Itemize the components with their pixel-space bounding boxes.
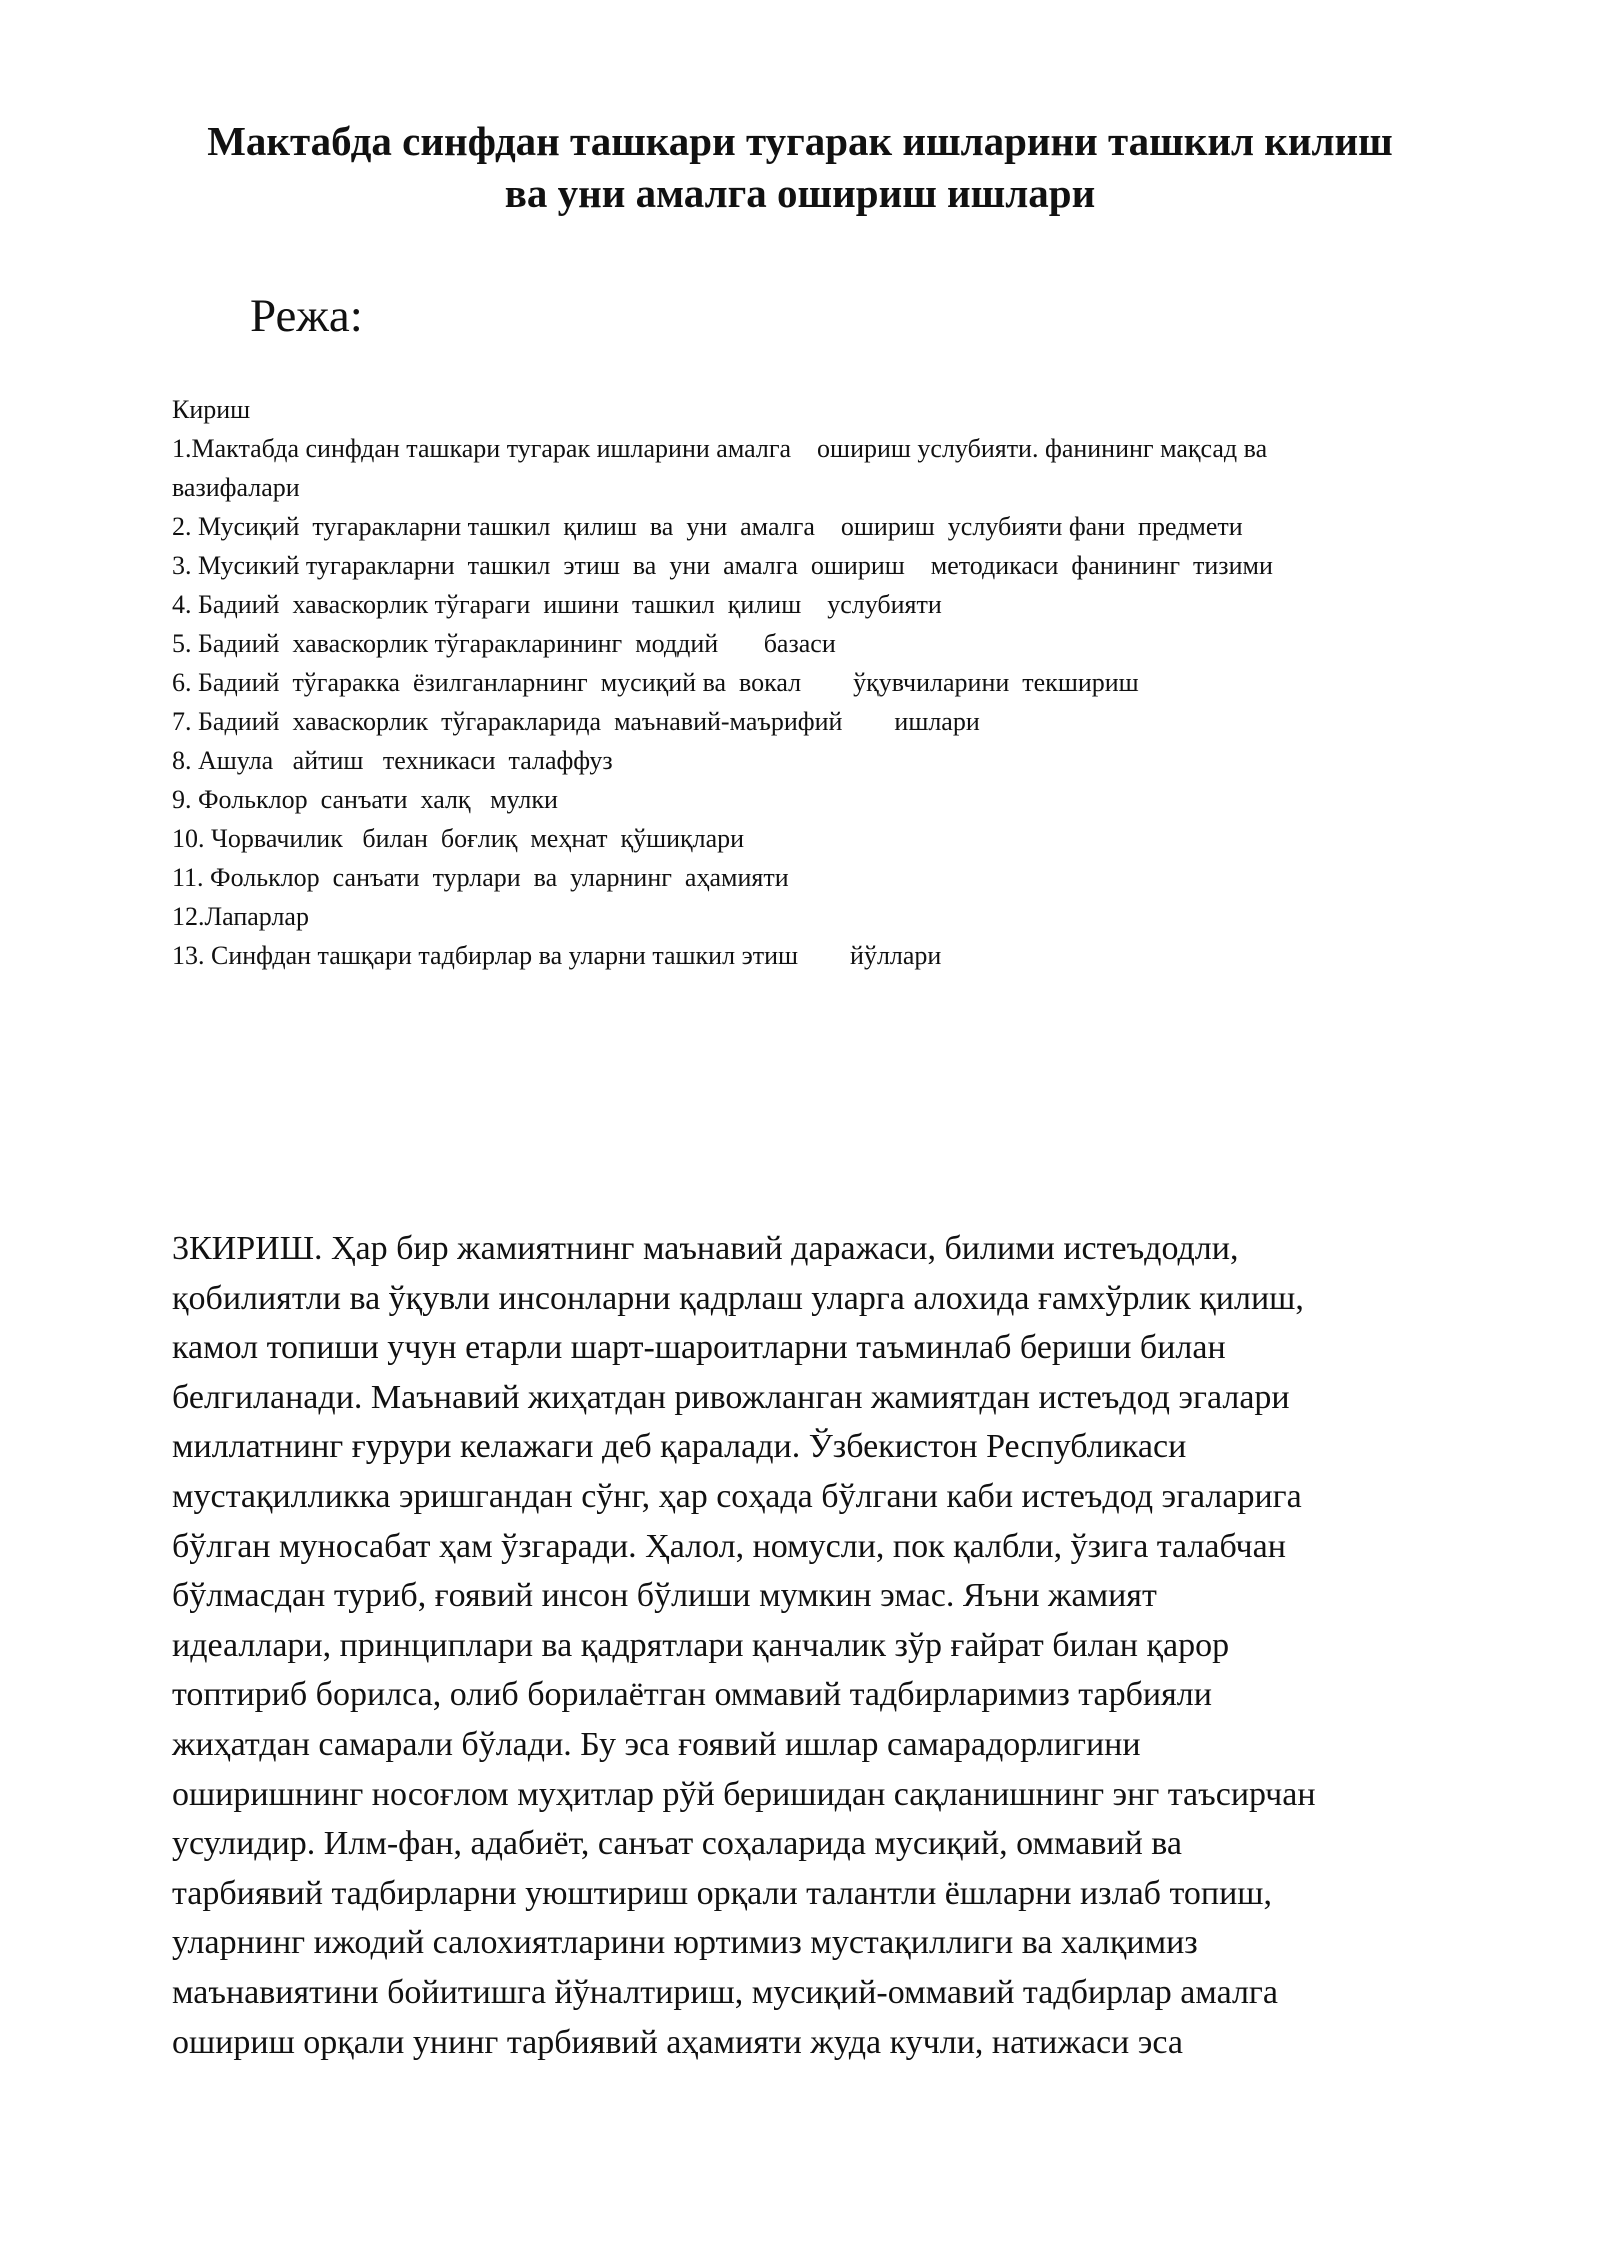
intro-line: маънавиятини бойитишга йўналтириш, мусиқий-оммавий тадбирлар амалга [172,1973,1278,2011]
plan-item: 4. Бадиий хаваскорлик тўгараги ишини ташкил қилиш услубияти [172,590,942,619]
plan-item: 8. Ашула айтиш техникаси талаффуз [172,746,613,775]
plan-item: 12.Лапарлар [172,902,309,931]
plan-item: 3. Мусикий тугаракларни ташкил этиш ва уни амалга ошириш методикаси фанининг тизими [172,551,1273,580]
intro-line: идеаллари, принциплари ва қадрятлари қанчалик зўр ғайрат билан қарор [172,1626,1230,1664]
plan-item: 7. Бадиий хаваскорлик тўгаракларида маънавий-маърифий ишлари [172,707,980,736]
intro-line: топтириб борилса, олиб борилаётган оммавий тадбирларимиз тарбияли [172,1676,1212,1714]
intro-line: миллатнинг ғурури келажаги деб қаралади. Ўзбекистон Республикаси [172,1428,1187,1466]
intro-line: қобилиятли ва ўқувли инсонларни қадрлаш уларга алохида ғамхўрлик қилиш, [172,1279,1304,1317]
plan-heading: Режа: [250,290,363,342]
title-line: Мактабда синфдан ташкари тугарак ишларини ташкил килиш [207,118,1393,164]
document-title [160,115,1440,219]
intro-line: бўлмасдан туриб, ғоявий инсон бўлиши мумкин эмас. Яъни жамият [172,1577,1157,1615]
plan-item: 2. Мусиқий тугаракларни ташкил қилиш ва уни амалга ошириш услубияти фани предмети [172,512,1243,541]
plan-item: 1.Мактабда синфдан ташкари тугарак ишларини амалга ошириш услубияти. фанининг мақсад ва [172,434,1268,463]
intro-line: жиҳатдан самарали бўлади. Бу эса ғоявий ишлар самарадорлигини [172,1725,1141,1763]
intro-line: бўлган муносабат ҳам ўзгаради. Ҳалол, номусли, пок қалбли, ўзига талабчан [172,1527,1286,1565]
plan-item: 13. Синфдан ташқари тадбирлар ва уларни ташкил этиш йўллари [172,941,942,970]
intro-line: белгиланади. Маънавий жиҳатдан ривожланган жамиятдан истеъдод эгалари [172,1378,1290,1416]
plan-item: Кириш [172,395,251,424]
plan-item: вазифалари [172,473,300,502]
intro-line: камол топиши учун етарли шарт-шароитларни таъминлаб бериши билан [172,1329,1226,1367]
intro-line: ошириш орқали унинг тарбиявий аҳамияти жуда кучли, натижаси эса [172,2023,1183,2061]
plan-item: 5. Бадиий хаваскорлик тўгаракларининг моддий базаси [172,629,836,658]
plan-item: 9. Фольклор санъати халқ мулки [172,785,558,814]
plan-item: 6. Бадиий тўгаракка ёзилганларнинг мусиқий ва вокал ўқувчиларини текшириш [172,668,1139,697]
intro-line: оширишнинг носоғлом муҳитлар рўй беришидан сақланишнинг энг таъсирчан [172,1775,1316,1813]
title-line: ва уни амалга ошириш ишлари [504,170,1096,216]
intro-paragraph [172,1224,1462,2067]
intro-line: уларнинг ижодий салохиятларини юртимиз мустақиллиги ва халқимиз [172,1924,1198,1962]
intro-line: 3КИРИШ. Ҳар бир жамиятнинг маънавий даражаси, билими истеъдодли, [172,1230,1239,1267]
plan-item: 11. Фольклор санъати турлари ва уларнинг аҳамияти [172,863,789,892]
intro-line: мустақилликка эришгандан сўнг, ҳар соҳада бўлгани каби истеъдод эгаларига [172,1477,1302,1515]
plan-list [172,390,1462,975]
intro-line: тарбиявий тадбирларни уюштириш орқали талантли ёшларни излаб топиш, [172,1874,1272,1912]
plan-item: 10. Чорвачилик билан боғлиқ меҳнат қўшиқлари [172,824,745,853]
intro-line: усулидир. Илм-фан, адабиёт, санъат соҳаларида мусиқий, оммавий ва [172,1825,1183,1863]
